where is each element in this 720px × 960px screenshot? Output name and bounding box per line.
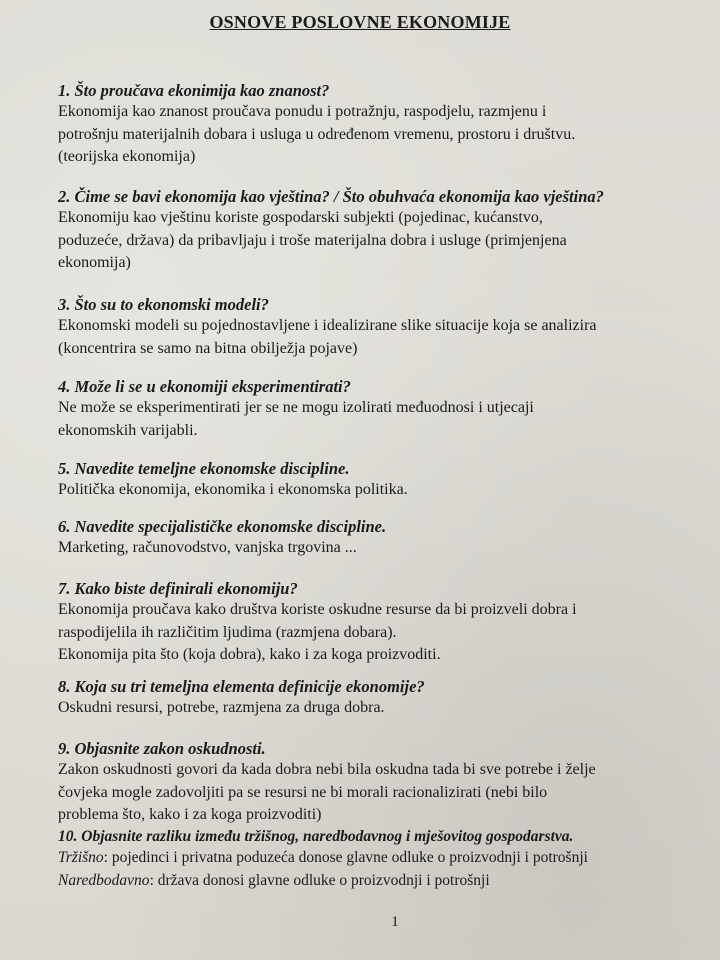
answer-6 (58, 537, 708, 560)
answer-line: Ekonomija pita što (koja dobra), kako i za koga proizvoditi. (58, 646, 441, 663)
answer-1 (58, 101, 708, 169)
answer-line: Zakon oskudnosti govori da kada dobra nebi bila oskudna tada bi sve potrebe i želje (58, 761, 596, 778)
answer-5 (58, 479, 708, 502)
question-8: 8. Koja su tri temeljna elementa definicije ekonomije? (58, 677, 425, 696)
answer-line: Ekonomija proučava kako društva koriste oskudne resurse da bi proizveli dobra i (58, 601, 577, 618)
question-block-9 (58, 738, 708, 827)
answer-line: raspodijelila ih različitim ljudima (razmjena dobara). (58, 623, 397, 641)
answer-10 (58, 847, 708, 892)
question-3: 3. Što su to ekonomski modeli? (58, 295, 269, 314)
answer-line: čovjeka mogle zadovoljiti pa se resursi ne bi morali racionalizirati (nebi bilo (58, 783, 548, 801)
question-9: 9. Objasnite zakon oskudnosti. (58, 739, 266, 758)
answer-line: (teorijska ekonomija) (58, 148, 196, 165)
answer-text: : pojedinci i privatna poduzeća donose glavne odluke o proizvodnji i potrošnji (103, 849, 588, 866)
answer-3 (58, 315, 708, 360)
answer-text: : država donosi glavne odluke o proizvodnji i potrošnji (149, 871, 490, 889)
question-block-3 (58, 294, 708, 360)
question-6: 6. Navedite specijalističke ekonomske discipline. (58, 517, 387, 536)
answer-2 (58, 207, 708, 275)
term-naredbodavno: Naredbodavno (58, 871, 150, 889)
answer-line: Ne može se eksperimentirati jer se ne mogu izolirati međuodnosi i utjecaji (58, 399, 534, 416)
answer-line (58, 870, 708, 893)
question-5: 5. Navedite temeljne ekonomske discipline. (58, 459, 350, 478)
page-number: 1 (391, 914, 399, 930)
question-block-2 (58, 186, 708, 275)
answer-4 (58, 397, 708, 442)
question-block-7 (58, 578, 708, 667)
question-7: 7. Kako biste definirali ekonomiju? (58, 579, 298, 598)
answer-7 (58, 599, 708, 667)
answer-line: Ekonomiju kao vještinu koriste gospodarski subjekti (pojedinac, kućanstvo, (58, 209, 543, 226)
answer-line: potrošnju materijalnih dobara i usluga u određenom vremenu, prostoru i društvu. (58, 125, 576, 143)
question-block-8 (58, 676, 708, 720)
question-2: 2. Čime se bavi ekonomija kao vještina? / Što obuhvaća ekonomija kao vještina? (58, 187, 604, 206)
answer-line: Oskudni resursi, potrebe, razmjena za druga dobra. (58, 699, 385, 716)
answer-line: (koncentrira se samo na bitna obilježja pojave) (58, 339, 358, 357)
question-block-10 (58, 826, 708, 892)
answer-8 (58, 697, 708, 720)
question-block-1 (58, 80, 708, 169)
answer-line (58, 847, 708, 870)
answer-line: Ekonomija kao znanost proučava ponudu i potražnju, raspodjelu, razmjenu i (58, 103, 547, 120)
answer-line: ekonomskih varijabli. (58, 421, 198, 439)
answer-line: Ekonomski modeli su pojednostavljene i idealizirane slike situacije koja se analizira (58, 317, 597, 334)
answer-line: ekonomija) (58, 254, 131, 271)
question-4: 4. Može li se u ekonomiji eksperimentirati? (58, 377, 351, 396)
answer-line: Politička ekonomija, ekonomika i ekonomska politika. (58, 481, 408, 498)
question-10: 10. Objasnite razliku između tržišnog, naredbodavnog i mješovitog gospodarstva. (58, 828, 574, 845)
term-trzisno: Tržišno (58, 849, 104, 866)
answer-line: poduzeće, država) da pribavljaju i troše materijalna dobra i usluge (primjenjena (58, 231, 567, 249)
document-title: OSNOVE POSLOVNE EKONOMIJE (209, 12, 511, 32)
answer-line: Marketing, računovodstvo, vanjska trgovina ... (58, 539, 357, 556)
answer-line: problema što, kako i za koga proizvoditi) (58, 806, 322, 823)
question-block-5 (58, 458, 708, 502)
question-block-4 (58, 376, 708, 442)
question-1: 1. Što proučava ekonimija kao znanost? (58, 81, 330, 100)
question-block-6 (58, 516, 708, 560)
answer-9 (58, 759, 708, 827)
